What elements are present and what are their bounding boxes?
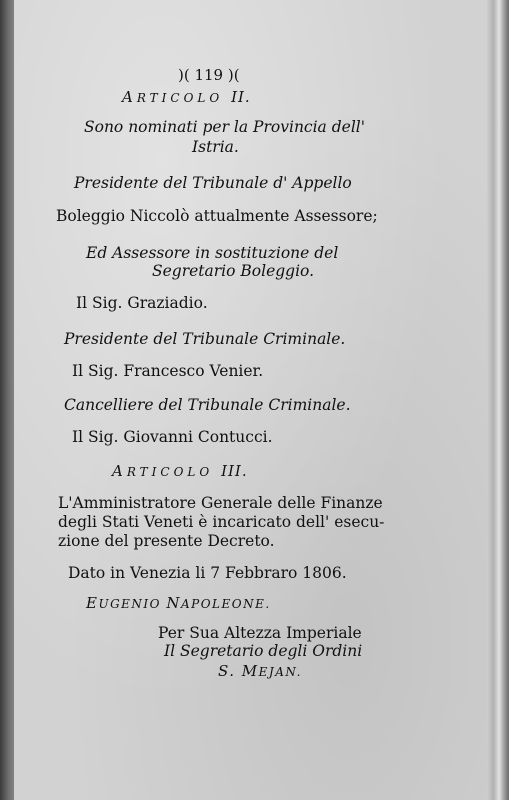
text-line-15: Dato in Venezia li 7 Febbraro 1806.	[68, 564, 347, 582]
text-line-14: zione del presente Decreto.	[58, 532, 275, 550]
text-line-1: Sono nominati per la Provincia dell'	[84, 118, 365, 136]
article-3-heading	[112, 462, 248, 481]
article-3-number: III.	[221, 462, 248, 480]
article-3-word: RTICOLO	[126, 465, 214, 479]
article-3-initial: A	[112, 462, 127, 480]
signature-1-initial-a: E	[86, 594, 99, 612]
article-2-number: II.	[231, 88, 251, 106]
text-line-3: Presidente del Tribunale d' Appello	[74, 174, 352, 192]
text-line-11: Il Sig. Giovanni Contucci.	[72, 428, 273, 446]
text-line-12: L'Amministratore Generale delle Finanze	[58, 494, 383, 512]
article-2-initial: A	[122, 88, 137, 106]
signature-1-rest-b: APOLEONE.	[180, 597, 271, 611]
text-line-8: Presidente del Tribunale Criminale.	[64, 330, 346, 348]
signature-2	[218, 662, 302, 681]
text-line-17: Il Segretario degli Ordini	[164, 642, 363, 660]
signature-1	[86, 594, 271, 613]
text-line-2: Istria.	[192, 138, 239, 156]
signature-2-initial: S. M	[218, 662, 259, 680]
text-line-10: Cancelliere del Tribunale Criminale.	[64, 396, 351, 414]
signature-1-initial-b: N	[166, 594, 181, 612]
text-line-13: degli Stati Veneti è incaricato dell' esecu-	[58, 513, 385, 531]
text-line-16: Per Sua Altezza Imperiale	[158, 624, 362, 642]
signature-2-rest: EJAN.	[258, 665, 302, 679]
page-outer-edge	[487, 0, 509, 800]
page-number: )( 119 )(	[178, 66, 240, 84]
text-line-6: Segretario Boleggio.	[152, 262, 315, 280]
text-line-4: Boleggio Niccolò attualmente Assessore;	[56, 207, 378, 225]
article-2-heading	[122, 88, 251, 107]
text-line-5: Ed Assessore in sostituzione del	[86, 244, 339, 262]
signature-1-rest-a: UGENIO	[98, 597, 161, 611]
article-2-word: RTICOLO	[136, 91, 224, 105]
text-line-7: Il Sig. Graziadio.	[76, 294, 208, 312]
text-line-9: Il Sig. Francesco Venier.	[72, 362, 264, 380]
